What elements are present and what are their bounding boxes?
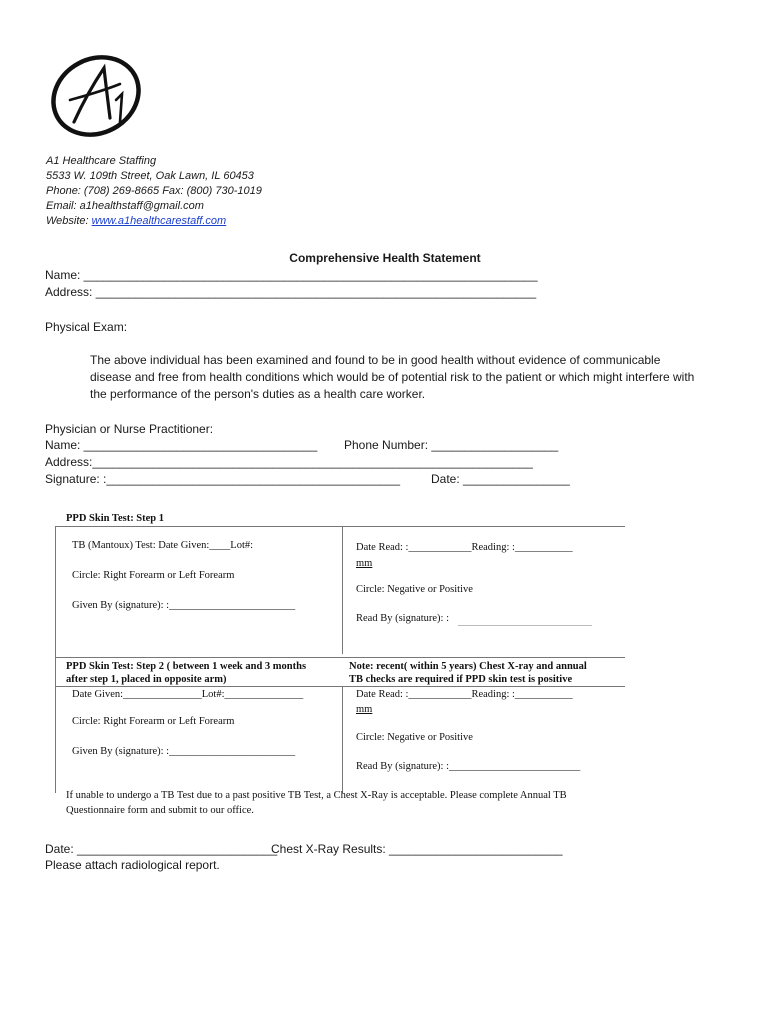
mm-unit-1: mm (356, 558, 373, 569)
company-name: A1 Healthcare Staffing (46, 155, 157, 167)
company-website-row (46, 214, 226, 230)
physician-name-field[interactable]: Name: ___________________________________ (45, 438, 318, 452)
website-link[interactable]: www.a1healthcarestaff.com (91, 215, 227, 227)
signature-field[interactable]: Signature: :____________________________________________ (45, 472, 401, 486)
company-phone-fax: Phone: (708) 269-8665 Fax: (800) 730-1019 (46, 185, 262, 197)
company-email: Email: a1healthstaff@gmail.com (46, 200, 204, 212)
circle-forearm-2[interactable]: Circle: Right Forearm or Left Forearm (72, 716, 235, 727)
table-step2-border (55, 686, 625, 687)
website-label: Website: (46, 215, 92, 227)
note-line2: TB checks are required if PPD skin test is positive (349, 674, 573, 685)
read-by-line-1 (458, 625, 592, 626)
phone-number-field[interactable]: Phone Number: ___________________ (344, 438, 559, 452)
date-field[interactable]: Date: ________________ (431, 472, 570, 486)
address-field[interactable]: Address: __________________________________________________________________ (45, 285, 537, 299)
given-by-field-2[interactable]: Given By (signature): :________________________ (72, 746, 296, 757)
chest-xray-results-field[interactable]: Chest X-Ray Results: __________________________ (271, 842, 563, 856)
mantoux-test-field[interactable]: TB (Mantoux) Test: Date Given:____Lot#: (72, 540, 254, 551)
unable-note-line2: Questionnaire form and submit to our office. (66, 805, 254, 816)
attach-report-note: Please attach radiological report. (45, 858, 220, 872)
date-given-field-2[interactable]: Date Given:_______________Lot#:_______________ (72, 689, 304, 700)
table-divider-2 (342, 686, 343, 793)
circle-forearm-1[interactable]: Circle: Right Forearm or Left Forearm (72, 570, 235, 581)
circle-result-2[interactable]: Circle: Negative or Positive (356, 732, 473, 743)
physician-label: Physician or Nurse Practitioner: (45, 422, 214, 436)
physical-exam-label: Physical Exam: (45, 320, 128, 334)
name-field[interactable]: Name: ____________________________________________________________________ (45, 268, 538, 282)
statement-line-1: The above individual has been examined and found to be in good health without evidence of communicable (90, 353, 661, 367)
statement-line-3: the performance of the person's duties as a health care worker. (90, 387, 426, 401)
read-by-field-1[interactable]: Read By (signature): : (356, 613, 450, 624)
date-read-field-2[interactable]: Date Read: :____________Reading: :___________ (356, 689, 573, 700)
a1-logo (40, 40, 155, 145)
mm-unit-2: mm (356, 704, 373, 715)
table-mid-border (55, 657, 625, 658)
table-divider-1 (342, 526, 343, 654)
circle-result-1[interactable]: Circle: Negative or Positive (356, 584, 473, 595)
form-title: Comprehensive Health Statement (289, 251, 481, 265)
unable-note-line1: If unable to undergo a TB Test due to a past positive TB Test, a Chest X-Ray is acceptable. Please complete Annual TB (66, 790, 567, 801)
ppd-step2-title-line1: PPD Skin Test: Step 2 ( between 1 week and 3 months (66, 661, 307, 672)
physician-address-field[interactable]: Address:__________________________________________________________________ (45, 455, 533, 469)
ppd-step1-title: PPD Skin Test: Step 1 (66, 513, 165, 524)
given-by-field-1[interactable]: Given By (signature): :________________________ (72, 600, 296, 611)
date-read-field-1[interactable]: Date Read: :____________Reading: :___________ (356, 542, 573, 553)
table-top-border (55, 526, 625, 527)
read-by-field-2[interactable]: Read By (signature): :_________________________ (356, 761, 581, 772)
footer-date-field[interactable]: Date: ______________________________ (45, 842, 278, 856)
note-line1: Note: recent( within 5 years) Chest X-ray and annual (349, 661, 587, 672)
statement-line-2: disease and free from health conditions which would be of potential risk to the patient or which might interfere with (90, 370, 695, 384)
table-left-border (55, 527, 56, 793)
ppd-step2-title-line2: after step 1, placed in opposite arm) (66, 674, 227, 685)
company-address: 5533 W. 109th Street, Oak Lawn, IL 60453 (46, 170, 254, 182)
